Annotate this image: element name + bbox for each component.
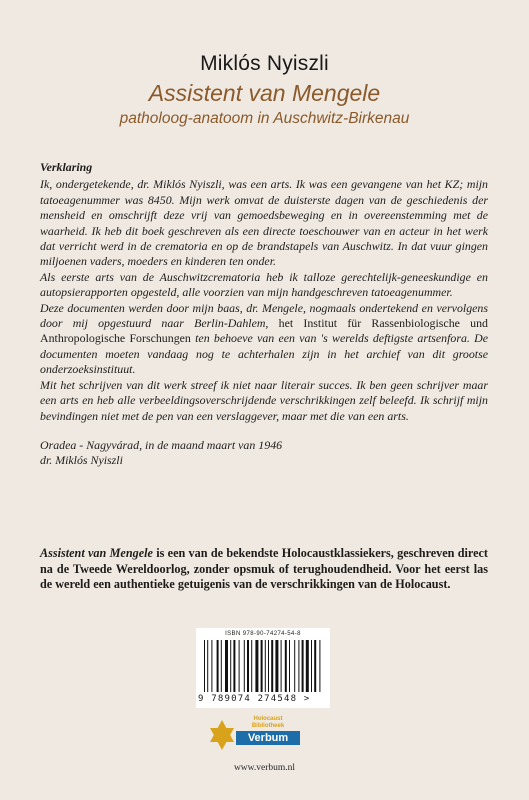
barcode-bar [268,640,269,692]
barcode-bar [265,640,266,692]
blurb-text: is een van de bekendste Holocaustklassiekers, geschreven direct na de Tweede Wereldoorlog, zonder opsmuk of terughoudendheid. Voor het eerst las de wereld een authentieke getuigenis van de verschrikkingen van de Holocaust. [40,546,488,592]
barcode-bar [271,640,273,692]
barcode-bar [275,640,278,692]
series-line-1: Holocaust [253,716,283,722]
barcode-bar [207,640,208,692]
isbn-barcode [196,628,330,708]
barcode-bar [281,640,282,692]
isbn-number: ISBN 978-90-74274-54-8 [225,631,301,637]
publisher-website[interactable]: www.verbum.nl [233,763,296,773]
barcode-bar [247,640,249,692]
back-cover-blurb [40,546,488,593]
statement-paragraph-1: Ik, ondergetekende, dr. Miklós Nyiszli, was een arts. Ik was een gevangene van het KZ; mijn tatoeagenummer was 8450. Mijn werk omvat de duisterste dagen van de geschiedenis der mensheid en omschrijft deze vrij van gemoedsbeweging en in overeenstemming met de waarheid. Ik heb dit boek geschreven als een directe toeschouwer van en acteur in het werk dat verricht werd in de crematoria en op de brandstapels van Auschwitz. In dat vuur gingen miljoenen vaders, moeders en kinderen ten onder. [40,177,488,269]
statement-institute: Institut für Rassenbiologische und Anthropologische Forschungen [40,316,488,346]
barcode-bar [239,640,240,692]
barcode-bar [285,640,287,692]
barcode-bar [230,640,231,692]
series-name [236,716,300,729]
barcode-bar [225,640,228,692]
barcode-bar [233,640,235,692]
barcode-bar [319,640,320,692]
barcode-bars [204,640,322,694]
barcode-bar [255,640,258,692]
statement-heading: Verklaring [40,160,93,174]
barcode-bar [217,640,219,692]
book-subtitle: patholoog-anatoom in Auschwitz-Birkenau [119,110,410,127]
statement-p3-d: ten behoeve van een van 's werelds deftigste artsenfora. De documenten moeten vandaag nog te achterhalen zijn in het archief van dit grootse onderzoeksinstituut. [40,331,488,377]
barcode-bar [289,640,290,692]
star-of-david-icon [210,720,234,750]
statement-p3-a: Deze documenten werden door mijn baas, dr. Mengele, nogmaals ondertekend en vervolgens door mij opgestuurd naar Berlin-Dahlem, [40,300,488,331]
author-name: Miklós Nyiszli [200,52,329,75]
barcode-bar [314,640,316,692]
book-title: Assistent van Mengele [148,80,381,106]
barcode-bar [244,640,245,692]
statement-paragraph-2: Als eerste arts van de Auschwitzcrematoria heb ik talloze gerechtelijk-geneeskundige en autopsierapporten opgesteld, alle voorzien van mijn handgeschreven tatoeagenummer. [40,269,488,300]
statement-place-date: Oradea - Nagyvárad, in de maand maart van 1946 [40,437,283,452]
statement-p3-b: het [278,316,294,331]
author-statement [40,160,488,469]
ean-digits: 9 789074 274548 > [198,694,311,704]
barcode-bar [306,640,309,692]
barcode-bar [302,640,304,692]
barcode-bar [211,640,212,692]
barcode-bar [311,640,312,692]
barcode-bar [294,640,295,692]
statement-signed: dr. Miklós Nyiszli [40,453,123,468]
barcode-bar [261,640,263,692]
statement-paragraph-4: Mit het schrijven van dit werk streef ik niet naar literair succes. Ik ben geen schrijver maar een arts en heb alle verbeeldingsoverschrijdende verschrikkingen zelf beleefd. Ik schrijf mijn bevindingen niet met de pen van een verslaggever, maar met die van een arts. [40,377,488,423]
series-line-2: Bibliotheek [251,722,285,729]
barcode-bar [251,640,252,692]
blurb-title: Assistent van Mengele [40,546,153,560]
barcode-bar [221,640,222,692]
publisher-name: Verbum [236,731,300,745]
barcode-bar [298,640,299,692]
barcode-bar [204,640,205,692]
statement-paragraph-3 [40,301,488,378]
